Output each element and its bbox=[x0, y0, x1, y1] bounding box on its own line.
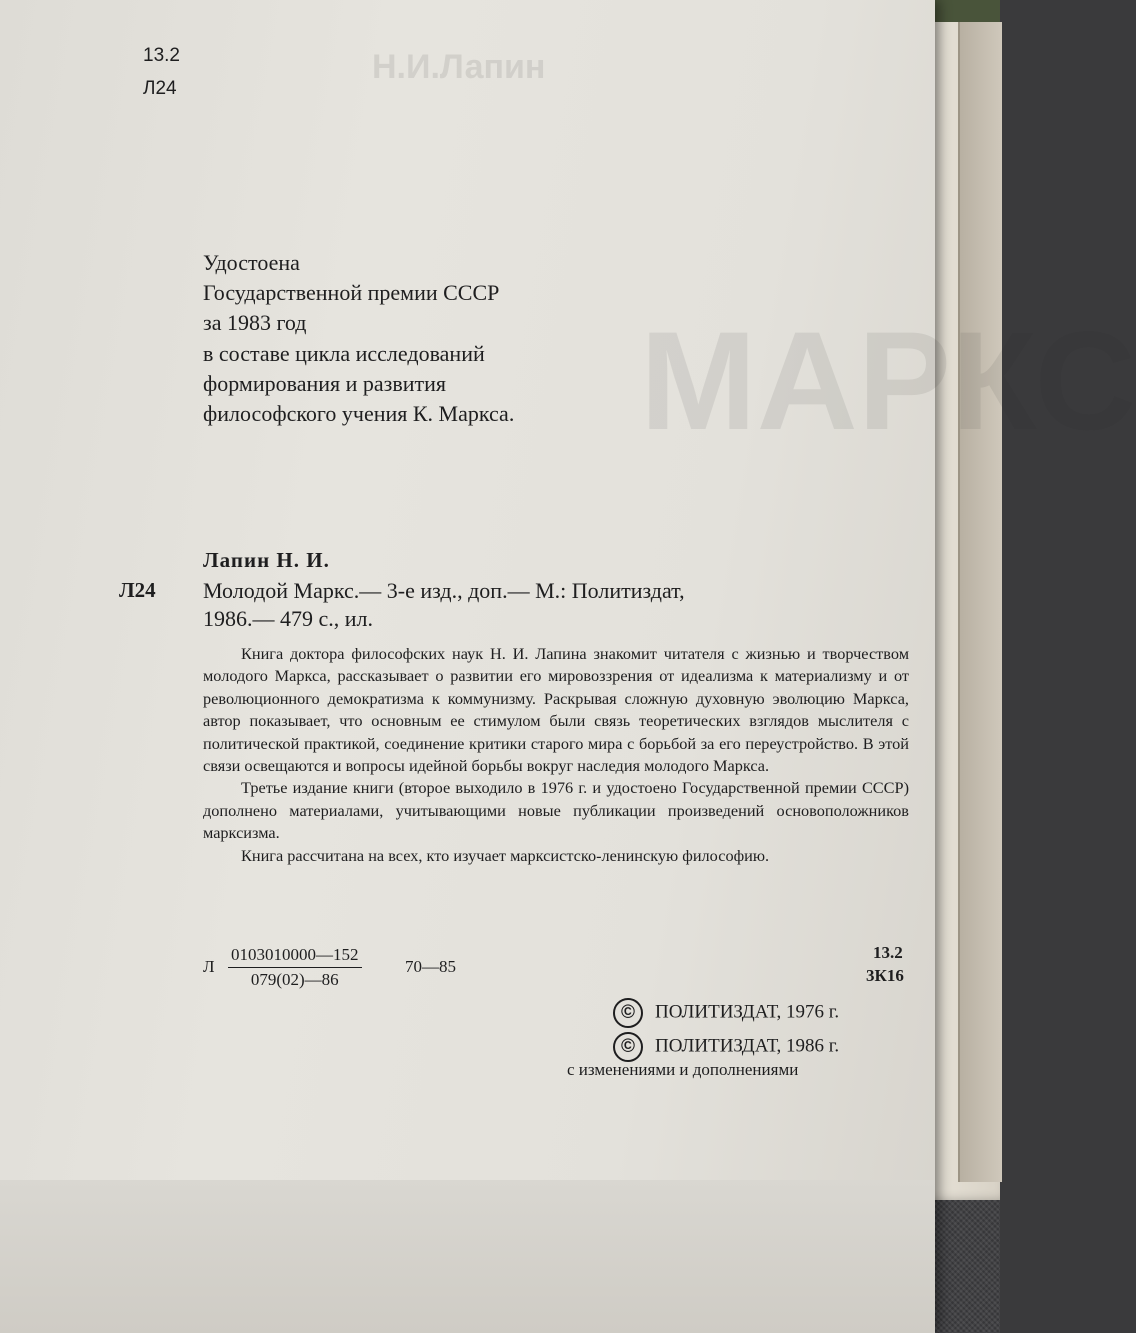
copyright-text: ПОЛИТИЗДАТ, 1986 г. bbox=[655, 1035, 840, 1057]
author-name: Лапин Н. И. bbox=[203, 548, 330, 572]
classification-code: 13.2 bbox=[143, 45, 180, 66]
bibliographic-line: 1986.— 479 с., ил. bbox=[203, 606, 374, 631]
author-mark-code: Л24 bbox=[143, 78, 177, 99]
copyright-icon: © bbox=[613, 998, 643, 1028]
bbk-code: 3К16 bbox=[866, 966, 904, 985]
award-line: за 1983 год bbox=[203, 310, 307, 335]
abstract-paragraph: Третье издание книги (второе выходило в 1976 г. и удостоено Государственной премии СССР) дополнено материалами, учитывающими новые публикации произведений основоположников марксизма. bbox=[203, 778, 909, 843]
index-fraction bbox=[228, 943, 362, 992]
bleed-through-title: МАРКС bbox=[640, 302, 1136, 459]
copyright-line bbox=[613, 1032, 839, 1062]
index-letter: Л bbox=[203, 957, 215, 976]
index-group: 70—85 bbox=[405, 957, 456, 976]
page-lower-area bbox=[0, 1180, 935, 1333]
bleed-through-author: Н.И.Лапин bbox=[372, 48, 546, 86]
index-numerator: 0103010000—152 bbox=[228, 943, 362, 968]
abstract-paragraph: Книга доктора философских наук Н. И. Лапина знакомит читателя с жизнью и творчеством молодого Маркса, рассказывает о развитии его мировоззрения от идеализма к материализму и от революционного демократизма к коммунизму. Раскрывая сложную духовную эволюцию Маркса, автор показывает, что основным ее стимулом были связь теоретических взглядов мыслителя с политической практикой, соединение критики старого мира с борьбой за его переустройство. В этой связи освещаются и вопросы идейной борьбы вокруг наследия молодого Маркса. bbox=[203, 644, 909, 776]
bibliographic-line: Молодой Маркс.— 3-е изд., доп.— М.: Политиздат, bbox=[203, 578, 685, 603]
bibliographic-code: Л24 bbox=[119, 578, 156, 602]
award-line: Государственной премии СССР bbox=[203, 280, 500, 305]
bbk-code: 13.2 bbox=[873, 943, 903, 962]
abstract bbox=[203, 643, 909, 867]
copyright-line bbox=[613, 998, 839, 1028]
copyright-note: с изменениями и дополнениями bbox=[567, 1060, 799, 1079]
copyright-text: ПОЛИТИЗДАТ, 1976 г. bbox=[655, 1001, 840, 1023]
adjacent-book-edge bbox=[958, 22, 1002, 1182]
award-line: философского учения К. Маркса. bbox=[203, 401, 515, 426]
award-line: Удостоена bbox=[203, 250, 300, 275]
index-denominator: 079(02)—86 bbox=[250, 970, 339, 989]
award-line: формирования и развития bbox=[203, 371, 447, 396]
abstract-paragraph: Книга рассчитана на всех, кто изучает марксистско-ленинскую философию. bbox=[241, 845, 770, 865]
copyright-icon: © bbox=[613, 1032, 643, 1062]
award-line: в составе цикла исследований bbox=[203, 341, 485, 366]
